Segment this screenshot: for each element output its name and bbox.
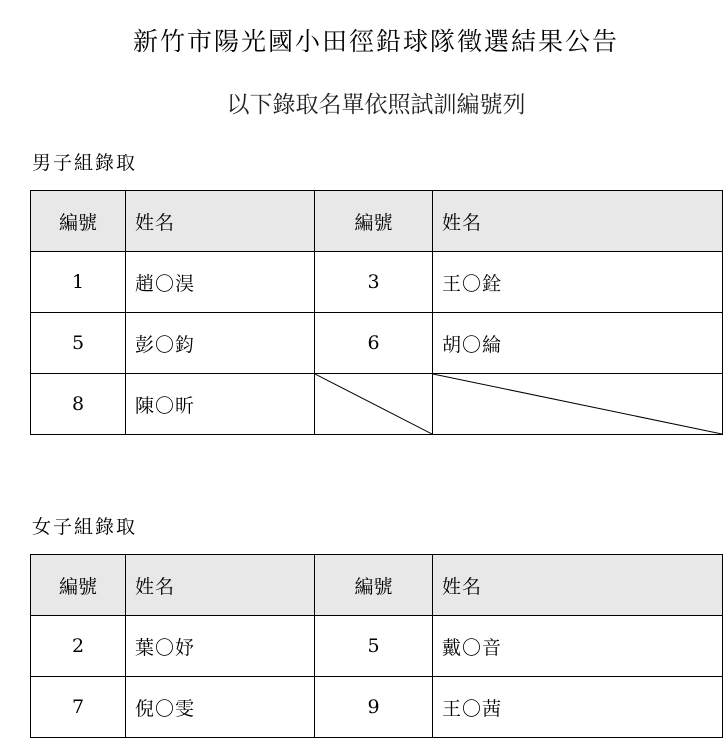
entry-number: 5 bbox=[315, 616, 433, 677]
entry-name: 戴〇音 bbox=[433, 616, 723, 677]
empty-cell-slash bbox=[315, 374, 433, 435]
entry-name: 彭〇鈞 bbox=[126, 313, 315, 374]
diagonal-slash-icon bbox=[433, 374, 722, 434]
entry-name: 王〇銓 bbox=[433, 252, 723, 313]
number-header: 編號 bbox=[31, 555, 126, 616]
entry-number: 2 bbox=[31, 616, 126, 677]
entry-number: 9 bbox=[315, 677, 433, 738]
girls-section-label: 女子組錄取 bbox=[32, 516, 138, 538]
entry-number: 7 bbox=[31, 677, 126, 738]
page-subtitle: 以下錄取名單依照試訓編號列 bbox=[226, 92, 526, 118]
entry-number: 1 bbox=[31, 252, 126, 313]
table-row bbox=[31, 677, 723, 738]
name-header: 姓名 bbox=[126, 555, 315, 616]
entry-number: 8 bbox=[31, 374, 126, 435]
table-row bbox=[31, 374, 723, 435]
table-header-row bbox=[31, 191, 723, 252]
number-header: 編號 bbox=[315, 555, 433, 616]
table-row bbox=[31, 252, 723, 313]
entry-number: 3 bbox=[315, 252, 433, 313]
entry-name: 陳〇昕 bbox=[126, 374, 315, 435]
boys-roster-table bbox=[30, 190, 723, 435]
table-row bbox=[31, 313, 723, 374]
page-title: 新竹市陽光國小田徑鉛球隊徵選結果公告 bbox=[132, 27, 619, 56]
girls-roster-table bbox=[30, 554, 723, 738]
entry-name: 葉〇妤 bbox=[126, 616, 315, 677]
table-row bbox=[31, 616, 723, 677]
entry-name: 倪〇雯 bbox=[126, 677, 315, 738]
name-header: 姓名 bbox=[433, 555, 723, 616]
entry-number: 6 bbox=[315, 313, 433, 374]
name-header: 姓名 bbox=[433, 191, 723, 252]
name-header: 姓名 bbox=[126, 191, 315, 252]
number-header: 編號 bbox=[31, 191, 126, 252]
entry-number: 5 bbox=[31, 313, 126, 374]
number-header: 編號 bbox=[315, 191, 433, 252]
empty-cell-slash bbox=[433, 374, 723, 435]
entry-name: 胡〇綸 bbox=[433, 313, 723, 374]
entry-name: 趙〇淏 bbox=[126, 252, 315, 313]
table-header-row bbox=[31, 555, 723, 616]
diagonal-slash-icon bbox=[315, 374, 432, 434]
entry-name: 王〇茜 bbox=[433, 677, 723, 738]
boys-section-label: 男子組錄取 bbox=[32, 152, 138, 174]
